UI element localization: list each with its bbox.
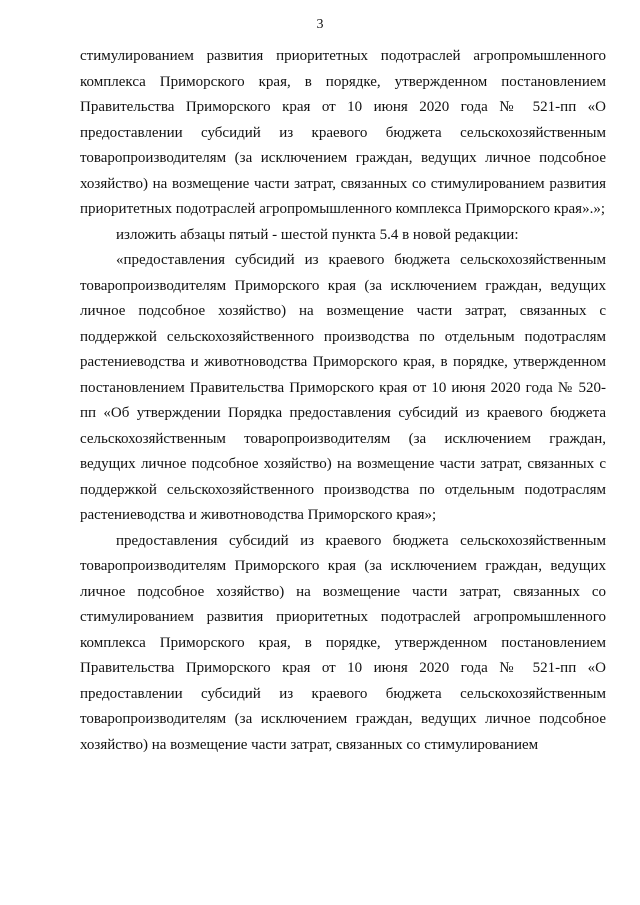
paragraph-amendment-1: «предоставления субсидий из краевого бюджета сельскохозяйственным товаропроизводителям Приморского края (за исключением граждан, ведущих личное подсобное хозяйство) на возмещение части затрат, связанных с поддержкой сельскохозяйственного производства по отдельным подотраслям растениеводства и животноводства Приморского края, в порядке, утвержденном постановлением Правительства Приморского края от 10 июня 2020 года № 520-пп «Об утверждении Порядка предоставления субсидий из краевого бюджета сельскохозяйственным товаропроизводителям (за исключением граждан, ведущих личное подсобное хозяйство) на возмещение части затрат, связанных с поддержкой сельскохозяйственного производства по отдельным подотраслям растениеводства и животноводства Приморского края»;	[80, 252, 606, 523]
paragraph-continuation: стимулированием развития приоритетных подотраслей агропромышленного комплекса Приморского края, в порядке, утвержденном постановлением Правительства Приморского края от 10 июня 2020 года № 521-пп «О предоставлении субсидий из краевого бюджета сельскохозяйственным товаропроизводителям (за исключением граждан, ведущих личное подсобное хозяйство) на возмещение части затрат, связанных со стимулированием развития приоритетных подотраслей агропромышленного комплекса Приморского края».»;	[80, 48, 606, 217]
page-number: 3	[316, 17, 324, 32]
paragraph-instruction: изложить абзацы пятый - шестой пункта 5.4 в новой редакции:	[116, 226, 519, 243]
paragraph-amendment-2: предоставления субсидий из краевого бюджета сельскохозяйственным товаропроизводителям Приморского края (за исключением граждан, ведущих личное подсобное хозяйство) на возмещение части затрат, связанных со стимулированием развития приоритетных подотраслей агропромышленного комплекса Приморского края, в порядке, утвержденном постановлением Правительства Приморского края от 10 июня 2020 года № 521-пп «О предоставлении субсидий из краевого бюджета сельскохозяйственным товаропроизводителям (за исключением граждан, ведущих личное подсобное хозяйство) на возмещение части затрат, связанных со стимулированием	[80, 532, 606, 753]
document-body	[80, 44, 606, 758]
